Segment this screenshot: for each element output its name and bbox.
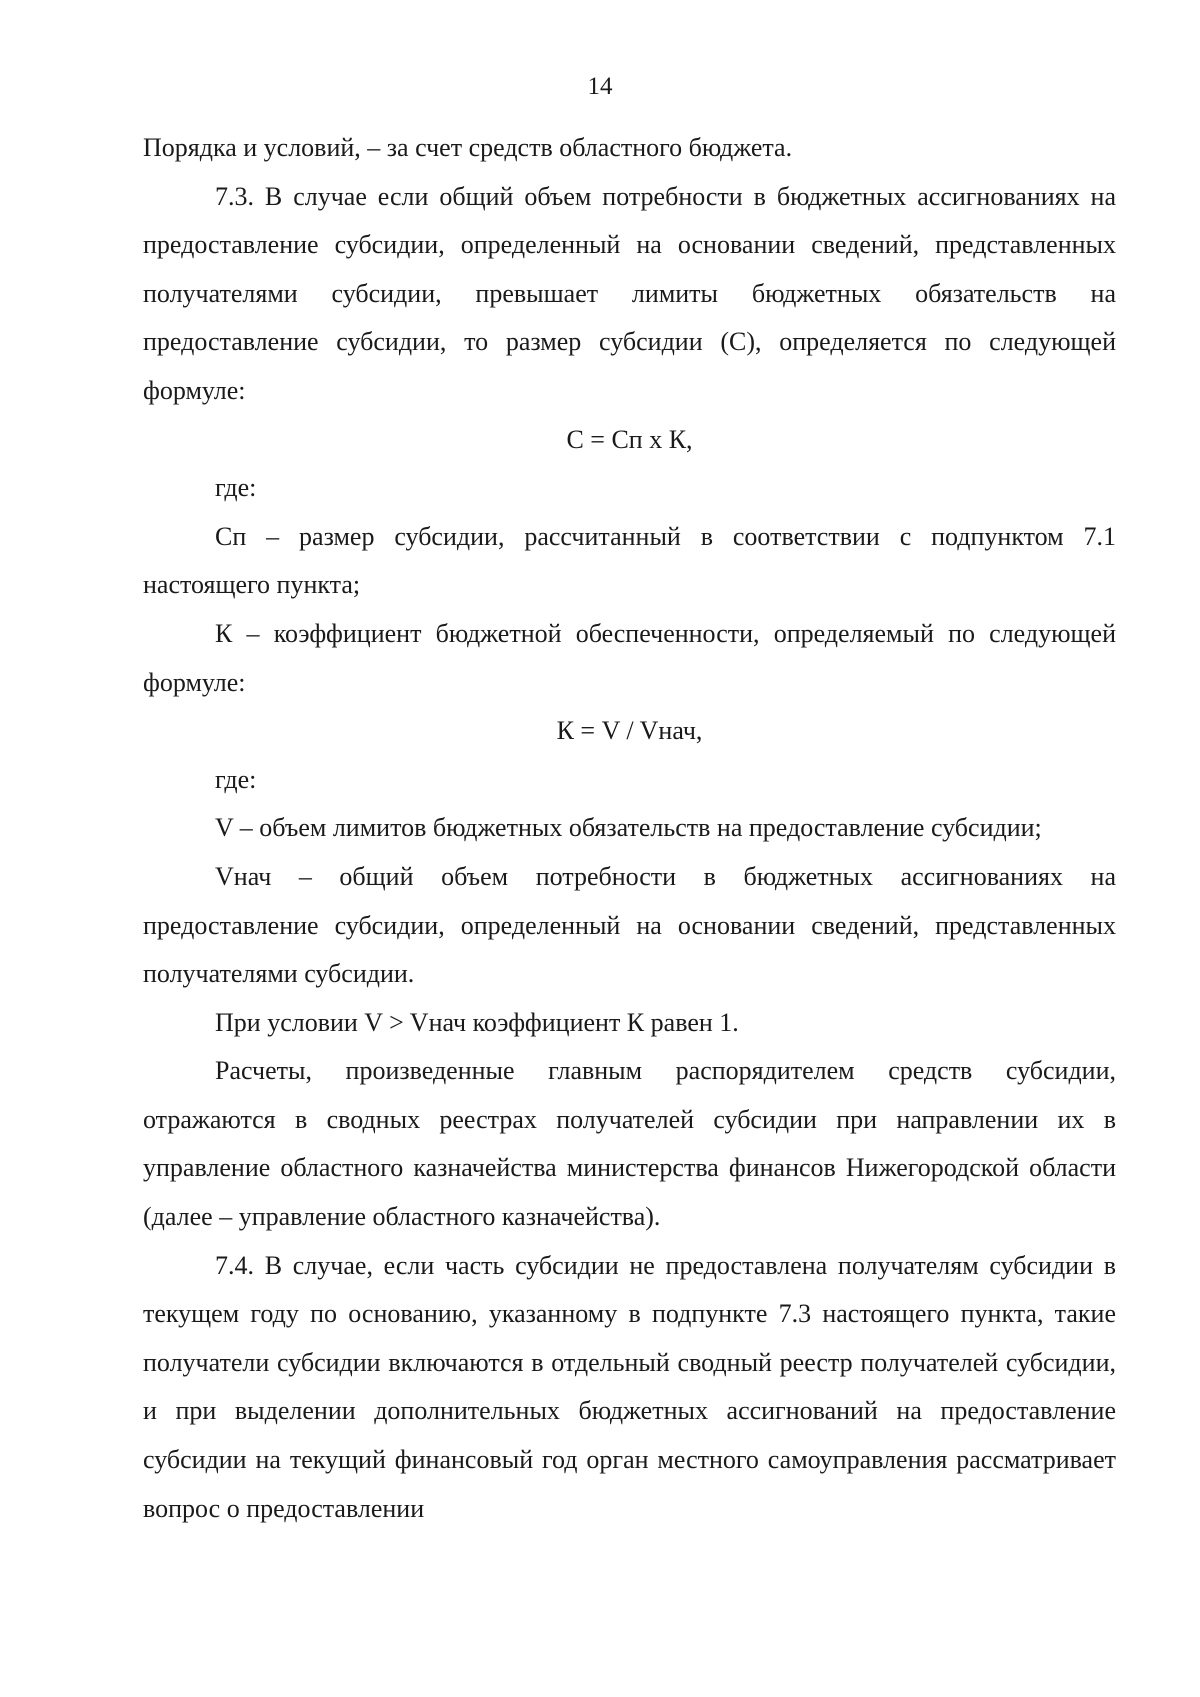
paragraph-continuation: Порядка и условий, – за счет средств областного бюджета. <box>143 133 793 162</box>
page-number: 14 <box>587 73 613 100</box>
paragraph-7-3: 7.3. В случае если общий объем потребности в бюджетных ассигнованиях на предоставление субсидии, определенный на основании сведений, представленных получателями субсидии, превышает лимиты бюджетных обязательств на предоставление субсидии, то размер субсидии (С), определяется по следующей формуле: <box>143 181 1116 405</box>
definition-k: К – коэффициент бюджетной обеспеченности, определяемый по следующей формуле: <box>143 618 1116 697</box>
paragraph-7-4: 7.4. В случае, если часть субсидии не предоставлена получателям субсидии в текущем году по основанию, указанному в подпункте 7.3 настоящего пункта, такие получатели субсидии включаются в отдельный сводный реестр получателей субсидии, и при выделении дополнительных бюджетных ассигнований на предоставление субсидии на текущий финансовый год орган местного самоуправления рассматривает вопрос о предоставлении <box>143 1250 1116 1523</box>
paragraph-calculations: Расчеты, произведенные главным распорядителем средств субсидии, отражаются в сводных реестрах получателей субсидии при направлении их в управление областного казначейства министерства финансов Нижегородской области (далее – управление областного казначейства). <box>143 1056 1116 1232</box>
formula-c: С = Сп х К, <box>566 424 693 454</box>
document-body <box>143 124 1116 1533</box>
condition-paragraph: При условии V > Vнач коэффициент К равен 1. <box>215 1007 739 1037</box>
where-label: где: <box>215 473 257 503</box>
definition-cp: Сп – размер субсидии, рассчитанный в соответствии с подпунктом 7.1 настоящего пункта; <box>143 521 1116 600</box>
where-label: где: <box>215 764 257 794</box>
definition-vnach: Vнач – общий объем потребности в бюджетных ассигнованиях на предоставление субсидии, определенный на основании сведений, представленных получателями субсидии. <box>143 861 1116 989</box>
definition-v: V – объем лимитов бюджетных обязательств на предоставление субсидии; <box>215 813 1042 843</box>
formula-k: К = V / Vнач, <box>556 716 703 746</box>
